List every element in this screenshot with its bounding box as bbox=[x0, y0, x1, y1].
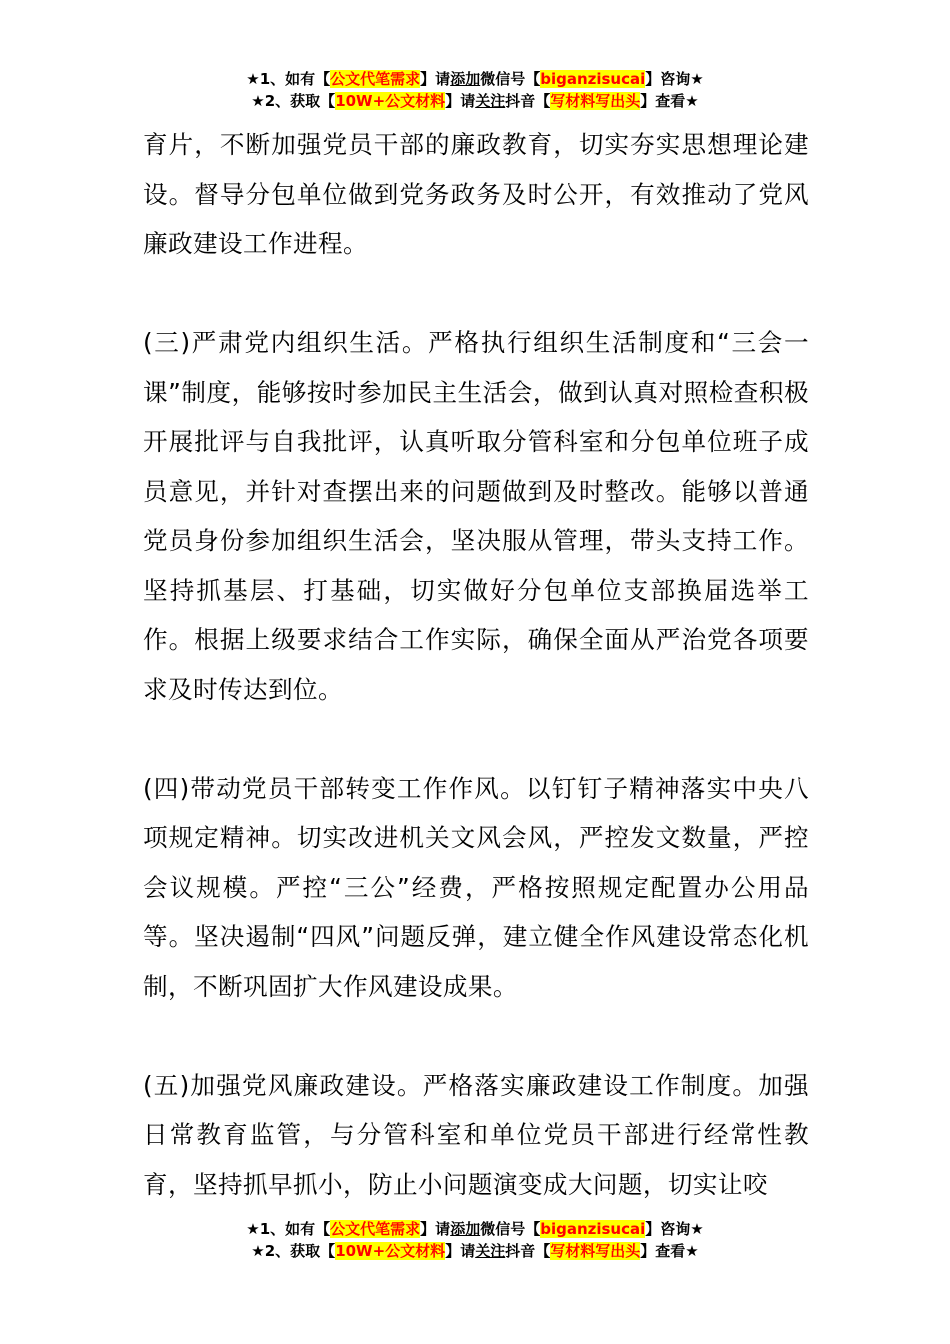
banner-text: 抖音【 bbox=[505, 92, 551, 110]
banner-text: 】咨询★ bbox=[645, 70, 704, 88]
banner-highlight: 写材料写出头 bbox=[550, 92, 641, 110]
banner-line-1 bbox=[0, 68, 950, 90]
banner-text: 】查看★ bbox=[640, 92, 699, 110]
paragraph: (五)加强党风廉政建设。严格落实廉政建设工作制度。加强日常教育监管，与分管科室和单位党员干部进行经常性教育，坚持抓早抓小，防止小问题演变成大问题，切实让咬 bbox=[143, 1070, 809, 1199]
banner-underlined: 添加 bbox=[450, 1220, 481, 1238]
banner-underlined: 关注 bbox=[475, 1242, 506, 1260]
banner-text: ★2、获取【 bbox=[251, 1242, 336, 1260]
banner-text: ★1、如有【 bbox=[246, 1220, 331, 1238]
paragraph: 育片，不断加强党员干部的廉政教育，切实夯实思想理论建设。督导分包单位做到党务政务及时公开，有效推动了党风廉政建设工作进程。 bbox=[143, 130, 809, 258]
banner-line-1 bbox=[0, 1218, 950, 1240]
banner-text: 】请 bbox=[445, 1242, 476, 1260]
bottom-banner bbox=[0, 1218, 950, 1262]
banner-text: 】请 bbox=[420, 70, 451, 88]
banner-text: 抖音【 bbox=[505, 1242, 551, 1260]
banner-highlight: biganzisucai bbox=[540, 70, 646, 88]
banner-text: 】请 bbox=[445, 92, 476, 110]
top-banner bbox=[0, 68, 950, 112]
banner-highlight: 10W+公文材料 bbox=[335, 1242, 446, 1260]
banner-text: 】请 bbox=[420, 1220, 451, 1238]
banner-highlight: 公文代笔需求 bbox=[330, 70, 421, 88]
banner-highlight: 写材料写出头 bbox=[550, 1242, 641, 1260]
banner-text: 微信号【 bbox=[480, 1220, 541, 1238]
banner-text: ★1、如有【 bbox=[246, 70, 331, 88]
banner-highlight: 公文代笔需求 bbox=[330, 1220, 421, 1238]
banner-text: 】查看★ bbox=[640, 1242, 699, 1260]
banner-text: 】咨询★ bbox=[645, 1220, 704, 1238]
document-body bbox=[143, 120, 809, 1209]
banner-highlight: 10W+公文材料 bbox=[335, 92, 446, 110]
banner-line-2 bbox=[0, 90, 950, 112]
banner-text: 微信号【 bbox=[480, 70, 541, 88]
banner-text: ★2、获取【 bbox=[251, 92, 336, 110]
banner-underlined: 添加 bbox=[450, 70, 481, 88]
banner-line-2 bbox=[0, 1240, 950, 1262]
paragraph: (四)带动党员干部转变工作作风。以钉钉子精神落实中央八项规定精神。切实改进机关文风会风，严控发文数量，严控会议规模。严控“三公”经费，严格按照规定配置办公用品等。坚决遏制“四风”问题反弹，建立健全作风建设常态化机制，不断巩固扩大作风建设成果。 bbox=[143, 773, 809, 1001]
banner-highlight: biganzisucai bbox=[540, 1220, 646, 1238]
banner-underlined: 关注 bbox=[475, 92, 506, 110]
paragraph: (三)严肃党内组织生活。严格执行组织生活制度和“三会一课”制度，能够按时参加民主生活会，做到认真对照检查积极开展批评与自我批评，认真听取分管科室和分包单位班子成员意见，并针对查摆出来的问题做到及时整改。能够以普通党员身份参加组织生活会，坚决服从管理，带头支持工作。坚持抓基层、打基础，切实做好分包单位支部换届选举工作。根据上级要求结合工作实际，确保全面从严治党各项要求及时传达到位。 bbox=[143, 328, 809, 704]
